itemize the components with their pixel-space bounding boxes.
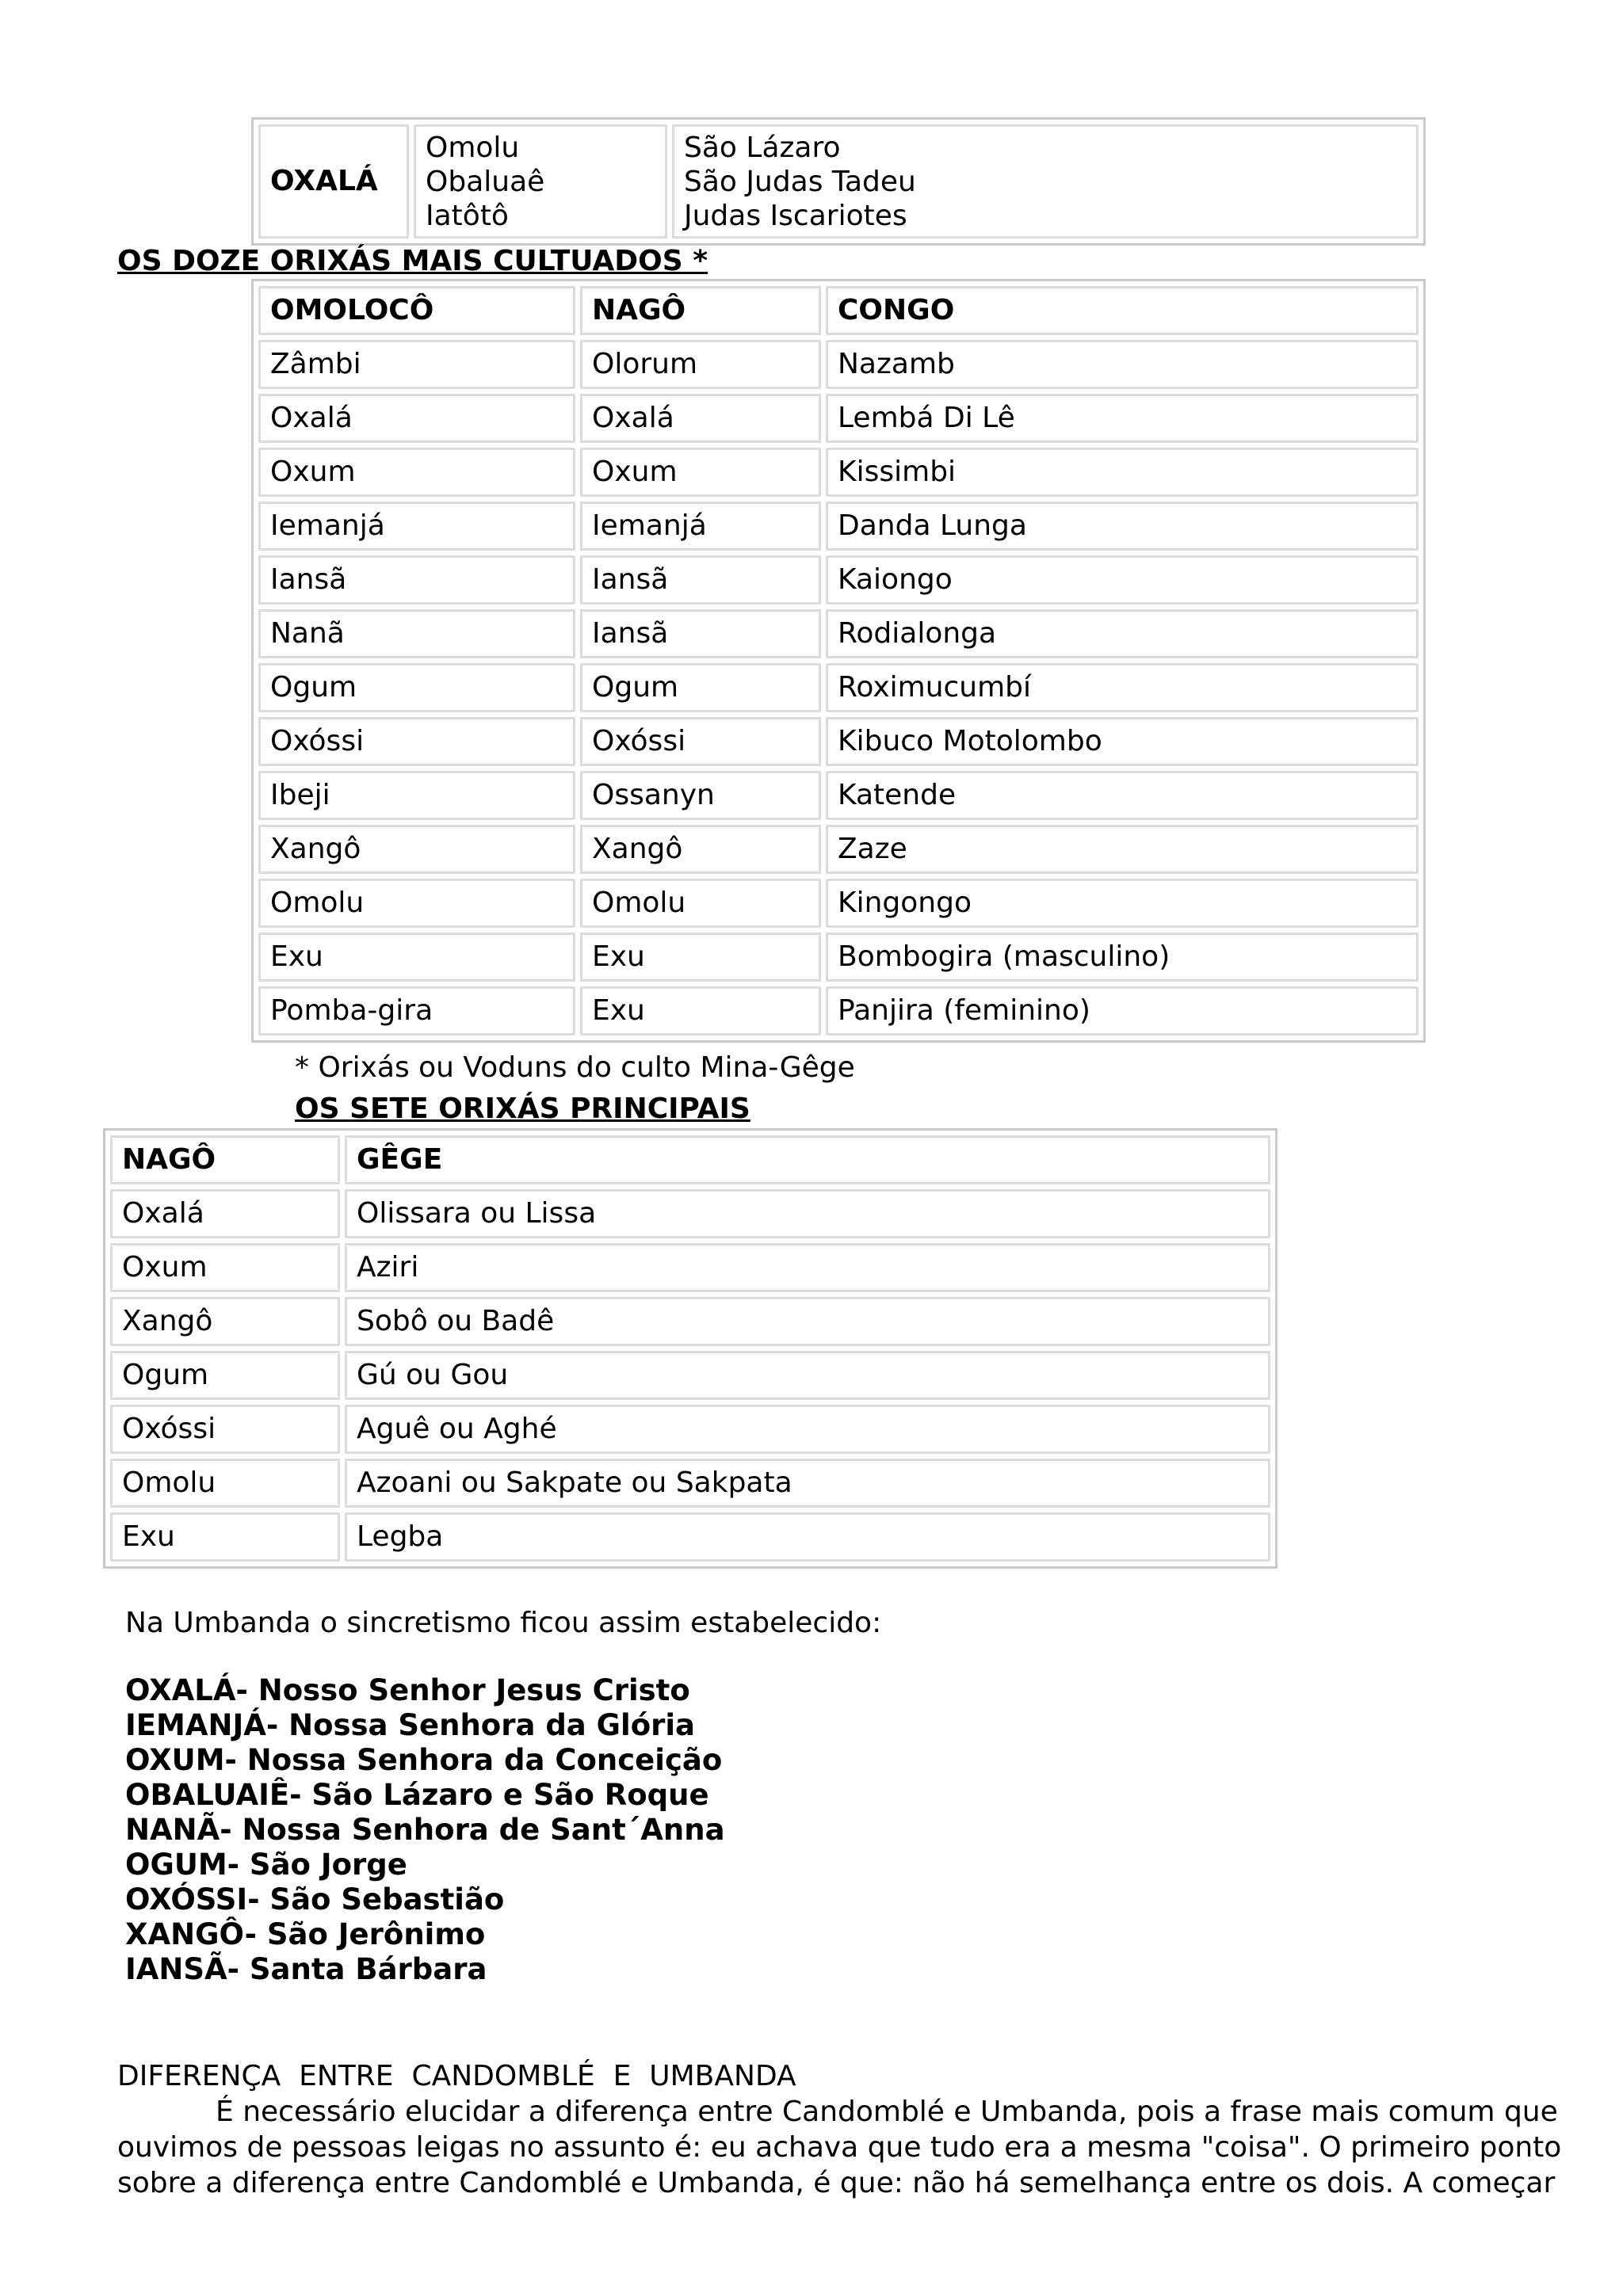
table-cell: Xangô: [580, 825, 821, 874]
table-cell: Olorum: [580, 340, 821, 389]
table-row: [258, 717, 1419, 766]
table-cell: Oxóssi: [580, 717, 821, 766]
saint-name: São Judas Tadeu: [684, 165, 916, 198]
column-header: NAGÔ: [580, 286, 821, 335]
table-row: [110, 1405, 1270, 1454]
table-row: [258, 394, 1419, 443]
table-row: [258, 502, 1419, 551]
table-cell: Zâmbi: [258, 340, 575, 389]
table-row: [258, 879, 1419, 928]
umbanda-intro: Na Umbanda o sincretismo ficou assim estabelecido:: [125, 1607, 882, 1639]
table-cell: Iansã: [580, 609, 821, 658]
table-cell: Exu: [258, 933, 575, 982]
table-cell: Oxum: [258, 448, 575, 497]
table-cell: Oxalá: [258, 394, 575, 443]
table-cell: Nazamb: [826, 340, 1419, 389]
table-cell: Ogum: [110, 1351, 340, 1400]
table-cell: Oxalá: [580, 394, 821, 443]
saint-name: São Lázaro: [684, 131, 841, 164]
table-cell: Bombogira (masculino): [826, 933, 1419, 982]
table-cell: Exu: [110, 1512, 340, 1562]
table-cell: Ibeji: [258, 771, 575, 820]
syncretism-line: NANÃ- Nossa Senhora de Sant´Anna: [125, 1813, 725, 1847]
table-row: [258, 448, 1419, 497]
saint-name: Judas Iscariotes: [684, 199, 907, 232]
table-cell: Omolu: [580, 879, 821, 928]
orixa-name-cell: OXALÁ: [258, 124, 409, 238]
footnote: * Orixás ou Voduns do culto Mina-Gêge: [295, 1051, 855, 1084]
table-cell: Oxóssi: [258, 717, 575, 766]
table-header-row: [110, 1135, 1270, 1184]
table-cell: Omolu: [110, 1459, 340, 1508]
column-header: OMOLOCÔ: [258, 286, 575, 335]
table-cell: Lembá Di Lê: [826, 394, 1419, 443]
table-cell: Panjira (feminino): [826, 986, 1419, 1035]
table-row: [110, 1189, 1270, 1238]
umbanda-syncretism-list: [125, 1673, 725, 1987]
table-cell: Zaze: [826, 825, 1419, 874]
twelve-orixas-table: [251, 279, 1426, 1043]
table-cell: Xangô: [258, 825, 575, 874]
seven-orixas-title: OS SETE ORIXÁS PRINCIPAIS: [295, 1093, 750, 1125]
table-cell: Ogum: [580, 663, 821, 712]
table-row: [258, 986, 1419, 1035]
column-header: CONGO: [826, 286, 1419, 335]
table-header-row: [258, 286, 1419, 335]
table-row: [258, 555, 1419, 605]
syncretism-line: OXALÁ- Nosso Senhor Jesus Cristo: [125, 1673, 690, 1707]
table-cell: Aguê ou Aghé: [345, 1405, 1270, 1454]
table-row: [258, 340, 1419, 389]
table-cell: Azoani ou Sakpate ou Sakpata: [345, 1459, 1270, 1508]
syncretism-line: OXUM- Nossa Senhora da Conceição: [125, 1743, 723, 1777]
table-cell: Exu: [580, 986, 821, 1035]
syncretism-line: IANSÃ- Santa Bárbara: [125, 1952, 487, 1986]
table-row: [258, 825, 1419, 874]
table-row: [110, 1512, 1270, 1562]
column-header: GÊGE: [345, 1135, 1270, 1184]
variant-name: Omolu: [426, 131, 520, 164]
table-cell: Kingongo: [826, 879, 1419, 928]
table-cell: Katende: [826, 771, 1419, 820]
syncretism-line: OXÓSSI- São Sebastião: [125, 1882, 505, 1917]
table-cell: Iansã: [258, 555, 575, 605]
saint-names-cell: [672, 124, 1419, 238]
syncretism-line: OGUM- São Jorge: [125, 1848, 407, 1882]
table-row: [110, 1351, 1270, 1400]
table-cell: Ossanyn: [580, 771, 821, 820]
column-header: NAGÔ: [110, 1135, 340, 1184]
table-cell: Legba: [345, 1512, 1270, 1562]
table-row: [258, 609, 1419, 658]
table-cell: Iemanjá: [258, 502, 575, 551]
twelve-orixas-title: OS DOZE ORIXÁS MAIS CULTUADOS *: [117, 245, 708, 277]
table-row: [258, 663, 1419, 712]
table-cell: Iansã: [580, 555, 821, 605]
table-cell: Gú ou Gou: [345, 1351, 1270, 1400]
orixa-variants-cell: [414, 124, 667, 238]
table-cell: Iemanjá: [580, 502, 821, 551]
table-cell: Pomba-gira: [258, 986, 575, 1035]
table-cell: Omolu: [258, 879, 575, 928]
table-cell: Kibuco Motolombo: [826, 717, 1419, 766]
table-cell: Kaiongo: [826, 555, 1419, 605]
paragraph-line: sobre a diferença entre Candomblé e Umbanda, é que: não há semelhança entre os dois. A começar: [117, 2167, 1556, 2199]
seven-orixas-table: [103, 1128, 1277, 1569]
table-row: [258, 124, 1419, 238]
table-row: [258, 933, 1419, 982]
table-cell: Ogum: [258, 663, 575, 712]
table-cell: Nanã: [258, 609, 575, 658]
paragraph-line: É necessário elucidar a diferença entre Candomblé e Umbanda, pois a frase mais comum que: [216, 2096, 1558, 2128]
syncretism-line: IEMANJÁ- Nossa Senhora da Glória: [125, 1708, 696, 1742]
table-row: [110, 1243, 1270, 1292]
table-cell: Xangô: [110, 1297, 340, 1346]
variant-name: Obaluaê: [426, 165, 545, 198]
difference-heading: DIFERENÇA ENTRE CANDOMBLÉ E UMBANDA: [117, 2060, 796, 2092]
variant-name: Iatôtô: [426, 199, 509, 232]
table-cell: Oxalá: [110, 1189, 340, 1238]
table-row: [110, 1459, 1270, 1508]
difference-paragraph: [117, 2094, 1562, 2201]
table-cell: Aziri: [345, 1243, 1270, 1292]
syncretism-line: XANGÔ- São Jerônimo: [125, 1917, 486, 1951]
table-row: [258, 771, 1419, 820]
table-cell: Olissara ou Lissa: [345, 1189, 1270, 1238]
table-cell: Danda Lunga: [826, 502, 1419, 551]
table-cell: Kissimbi: [826, 448, 1419, 497]
paragraph-line: ouvimos de pessoas leigas no assunto é: eu achava que tudo era a mesma "coisa". O primeiro ponto: [117, 2131, 1562, 2164]
table-cell: Sobô ou Badê: [345, 1297, 1270, 1346]
table-cell: Oxum: [580, 448, 821, 497]
table-row: [110, 1297, 1270, 1346]
table-cell: Exu: [580, 933, 821, 982]
table-cell: Roximucumbí: [826, 663, 1419, 712]
table-cell: Oxum: [110, 1243, 340, 1292]
syncretism-table-top: [251, 117, 1426, 246]
table-cell: Rodialonga: [826, 609, 1419, 658]
table-cell: Oxóssi: [110, 1405, 340, 1454]
syncretism-line: OBALUAIÊ- São Lázaro e São Roque: [125, 1778, 709, 1812]
